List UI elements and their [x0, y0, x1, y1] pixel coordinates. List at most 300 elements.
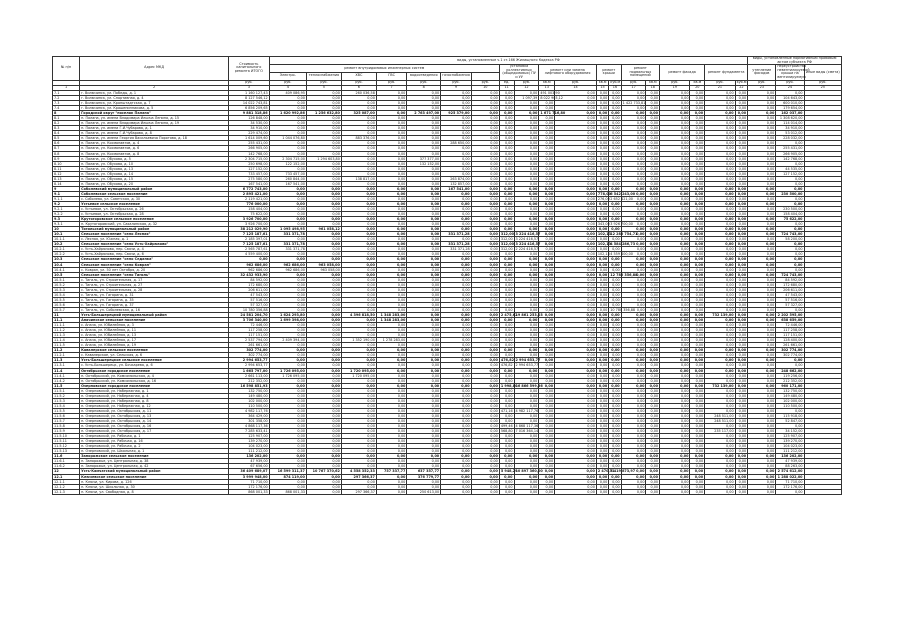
- value-cell: 0,00: [269, 363, 306, 368]
- value-cell: 0,00: [609, 424, 621, 429]
- value-cell: 0,00: [660, 222, 690, 227]
- value-cell: 0,00: [705, 318, 735, 323]
- value-cell: 0,00: [646, 403, 660, 408]
- address-cell: с. Апача, ул. Юбилейная, д. 19: [80, 343, 229, 348]
- value-cell: 0,00: [555, 227, 597, 232]
- value-cell: 0,00: [471, 90, 499, 95]
- value-cell: 0,00: [514, 444, 539, 449]
- value-cell: 0,00: [609, 111, 621, 116]
- value-cell: 0,00: [735, 393, 748, 398]
- value-cell: 0,00: [441, 343, 471, 348]
- value-cell: 0,00: [306, 257, 341, 262]
- value-cell: 0,00: [341, 348, 376, 353]
- value-cell: 0,00: [748, 348, 776, 353]
- value-cell: 0,00: [660, 176, 690, 181]
- address-cell: с. Апача, ул. Юбилейная, д. 11: [80, 328, 229, 333]
- value-cell: 0,00: [407, 358, 441, 363]
- value-cell: 0,00: [735, 191, 748, 196]
- value-cell: 0,00: [539, 479, 555, 484]
- value-cell: 0,00: [621, 338, 646, 343]
- value-cell: 0,00: [441, 353, 471, 358]
- value-cell: 0,00: [341, 464, 376, 469]
- row-number-cell: 9.2.2: [53, 212, 80, 217]
- value-cell: 0,00: [555, 247, 597, 252]
- value-cell: 0,00: [705, 171, 735, 176]
- value-cell: 0,00: [341, 95, 376, 100]
- value-cell: 0,00: [376, 383, 406, 388]
- value-cell: 0,00: [621, 449, 646, 454]
- value-cell: 2 409 394,00: [269, 338, 306, 343]
- value-cell: 0,00: [471, 383, 499, 388]
- value-cell: 0,00: [407, 449, 441, 454]
- value-cell: 0,00: [646, 186, 660, 191]
- value-cell: 0,00: [646, 136, 660, 141]
- value-cell: 0,00: [407, 454, 441, 459]
- value-cell: 0,00: [646, 247, 660, 252]
- address-cell: п. Палана, ул. Космонавтов, д. 6: [80, 146, 229, 151]
- value-cell: 0,00: [539, 383, 555, 388]
- value-cell: 0,00: [748, 353, 776, 358]
- value-cell: 0,00: [748, 126, 776, 131]
- value-cell: 0,00: [407, 348, 441, 353]
- value-cell: 0,00: [705, 257, 735, 262]
- address-cell: п. Озерновский, ул. Рабочая, д. 16: [80, 439, 229, 444]
- value-cell: 377 377,00: [407, 156, 441, 161]
- value-cell: 0,00: [596, 398, 608, 403]
- value-cell: 0,00: [471, 101, 499, 106]
- value-cell: 0,00: [499, 201, 514, 206]
- value-cell: 0,00: [621, 464, 646, 469]
- value-cell: 0,00: [514, 403, 539, 408]
- value-cell: 0,00: [621, 333, 646, 338]
- value-cell: 0,00: [499, 166, 514, 171]
- value-cell: 0,00: [376, 393, 406, 398]
- value-cell: 0,00: [609, 459, 621, 464]
- value-cell: 0,00: [705, 302, 735, 307]
- value-cell: 0,00: [471, 358, 499, 363]
- value-cell: 0,00: [376, 222, 406, 227]
- value-cell: 0,00: [407, 171, 441, 176]
- value-cell: 0,00: [748, 383, 776, 388]
- total-cost-cell: 1 614 009,60: [229, 136, 270, 141]
- value-cell: 261 661,00: [776, 343, 804, 348]
- value-cell: 0,00: [660, 454, 690, 459]
- value-cell: 167 541,00: [441, 186, 471, 191]
- value-cell: 0,00: [660, 131, 690, 136]
- value-cell: 0,00: [555, 111, 597, 116]
- value-cell: 1 095 498,95: [269, 227, 306, 232]
- value-cell: 0,00: [306, 429, 341, 434]
- value-cell: 0,00: [407, 146, 441, 151]
- value-cell: 0,00: [690, 454, 705, 459]
- value-cell: 0,00: [376, 484, 406, 489]
- value-cell: 0,00: [646, 237, 660, 242]
- value-cell: 0,00: [341, 358, 376, 363]
- value-cell: 1 720 095,00: [341, 368, 376, 373]
- row-number-cell: 10.1: [53, 232, 80, 237]
- value-cell: 0,00: [555, 217, 597, 222]
- value-cell: 1 288 022,00: [777, 474, 803, 479]
- value-cell: 102 000,00: [776, 398, 804, 403]
- value-cell: 0,00: [735, 328, 748, 333]
- value-cell: 0,00: [555, 262, 597, 267]
- value-cell: 0,00: [441, 323, 471, 328]
- address-cell: Апачинское сельское поселение: [80, 318, 229, 323]
- value-cell: 0,00: [621, 237, 646, 242]
- value-cell: 0,00: [705, 489, 735, 494]
- value-cell: 0,00: [621, 141, 646, 146]
- value-cell: 0,00: [646, 106, 660, 111]
- value-cell: 0,00: [621, 232, 646, 237]
- value-cell: 0,00: [646, 464, 660, 469]
- value-cell: 0,00: [596, 282, 608, 287]
- address-cell: с. Усть-Хайрюзово, пер. Связи, д. 6: [80, 252, 229, 257]
- address-cell: п. Озерновский, ул. Набережная, д. 1: [80, 388, 229, 393]
- value-cell: 0,00: [341, 353, 376, 358]
- value-cell: 0,00: [690, 474, 705, 479]
- value-cell: 0,00: [407, 429, 441, 434]
- value-cell: 0,00: [471, 413, 499, 418]
- value-cell: 0,00: [735, 90, 748, 95]
- value-cell: 0,00: [748, 222, 776, 227]
- value-cell: 0,00: [407, 313, 441, 318]
- value-cell: 0,00: [306, 418, 341, 423]
- total-cost-cell: 136 202,00: [229, 454, 270, 459]
- total-cost-cell: 302 774,00: [229, 353, 270, 358]
- value-cell: 0,00: [514, 479, 539, 484]
- value-cell: 0,00: [621, 171, 646, 176]
- value-cell: 10 780 356,88: [610, 307, 636, 312]
- value-cell: 0,00: [748, 181, 776, 186]
- value-cell: 0,00: [306, 186, 341, 191]
- value-cell: 0,00: [705, 454, 735, 459]
- value-cell: 0,00: [609, 368, 621, 373]
- value-cell: 0,00: [407, 323, 441, 328]
- header-gvs: ГВС: [376, 72, 406, 80]
- total-cost-cell: 2 119 421,00: [229, 196, 270, 201]
- value-cell: 0,00: [646, 131, 660, 136]
- value-cell: 132 750,00: [776, 388, 804, 393]
- value-cell: 0,00: [341, 196, 376, 201]
- value-cell: 0,00: [646, 338, 660, 343]
- value-cell: 0,00: [514, 116, 539, 121]
- value-cell: 0,00: [306, 368, 341, 373]
- value-cell: 0,00: [471, 252, 499, 257]
- value-cell: 0,00: [306, 348, 341, 353]
- value-cell: 0,00: [735, 363, 748, 368]
- total-cost-cell: 1 665 797,00: [229, 368, 270, 373]
- value-cell: 0,00: [499, 156, 514, 161]
- value-cell: 963 058,00: [306, 262, 341, 267]
- row-number-cell: 11.4: [53, 368, 80, 373]
- value-cell: 0,00: [555, 398, 597, 403]
- value-cell: 0,00: [555, 277, 597, 282]
- value-cell: 0,00: [555, 403, 597, 408]
- value-cell: 0,00: [407, 393, 441, 398]
- row-number-cell: 8.2: [53, 121, 80, 126]
- total-cost-cell: 34 910,00: [229, 126, 270, 131]
- value-cell: 0,00: [735, 262, 748, 267]
- address-cell: с. Тигиль, ул. Соболевская, д. 16: [80, 307, 229, 312]
- value-cell: 0,00: [705, 287, 735, 292]
- value-cell: 499,46: [500, 424, 513, 429]
- value-cell: 0,00: [646, 292, 660, 297]
- value-cell: 0,00: [609, 95, 621, 100]
- row-number-cell: 9.2.1: [53, 207, 80, 212]
- value-cell: 0,00: [705, 106, 735, 111]
- value-cell: 0,00: [646, 307, 660, 312]
- value-cell: 0,00: [441, 454, 471, 459]
- value-cell: 0,00: [306, 247, 341, 252]
- value-cell: 0,00: [499, 106, 514, 111]
- value-cell: 0,00: [269, 479, 306, 484]
- value-cell: 0,00: [609, 474, 621, 479]
- value-cell: 0,00: [514, 171, 539, 176]
- value-cell: [804, 489, 841, 494]
- value-cell: 0,00: [306, 479, 341, 484]
- value-cell: 0,00: [646, 449, 660, 454]
- value-cell: 0,00: [609, 217, 621, 222]
- value-cell: 0,00: [705, 393, 735, 398]
- value-cell: 0,00: [376, 176, 406, 181]
- value-cell: 0,00: [306, 95, 341, 100]
- value-cell: 0,00: [539, 176, 555, 181]
- value-cell: 0,00: [596, 126, 608, 131]
- value-cell: 0,00: [646, 212, 660, 217]
- value-cell: 0,00: [441, 252, 471, 257]
- header-group-a: ремонт внутридомовых инженерных систем: [269, 65, 499, 73]
- value-cell: 0,00: [376, 424, 406, 429]
- value-cell: 0,00: [705, 186, 735, 191]
- value-cell: 0,00: [514, 287, 539, 292]
- value-cell: 266 905,00: [776, 151, 804, 156]
- value-cell: 0,00: [690, 368, 705, 373]
- value-cell: 0,00: [596, 459, 608, 464]
- value-cell: 0,00: [748, 474, 776, 479]
- row-number-cell: 11.6.1: [53, 459, 80, 464]
- value-cell: 0,00: [555, 292, 597, 297]
- unit-cell: куб.м: [736, 79, 747, 84]
- value-cell: 0,00: [690, 413, 705, 418]
- value-cell: 0,00: [621, 131, 646, 136]
- value-cell: 0,00: [514, 302, 539, 307]
- value-cell: 0,00: [776, 262, 804, 267]
- value-cell: 0,00: [306, 212, 341, 217]
- value-cell: 0,00: [407, 257, 441, 262]
- value-cell: 0,00: [376, 297, 406, 302]
- row-number-cell: 11.5.11: [53, 439, 80, 444]
- value-cell: 0,00: [690, 166, 705, 171]
- value-cell: 0,00: [621, 201, 646, 206]
- value-cell: 0,00: [376, 403, 406, 408]
- value-cell: 0,00: [705, 338, 735, 343]
- value-cell: 0,00: [596, 403, 608, 408]
- value-cell: 0,00: [690, 156, 705, 161]
- row-number-cell: 11: [53, 313, 80, 318]
- value-cell: 0,00: [555, 267, 597, 272]
- value-cell: 0,00: [690, 333, 705, 338]
- column-number-cell: 10: [471, 85, 499, 90]
- value-cell: 5 948,29: [500, 469, 518, 474]
- value-cell: 0,00: [609, 434, 621, 439]
- value-cell: 0,00: [441, 484, 471, 489]
- value-cell: 84 592,00: [776, 277, 804, 282]
- value-cell: 0,00: [609, 201, 621, 206]
- column-number-cell: 11: [499, 85, 514, 90]
- value-cell: 0,00: [441, 388, 471, 393]
- value-cell: 0,00: [748, 323, 776, 328]
- value-cell: 0,00: [376, 262, 406, 267]
- address-cell: Соболевский муниципальный район: [80, 186, 229, 191]
- value-cell: 0,00: [306, 272, 341, 277]
- value-cell: 0,00: [596, 171, 608, 176]
- value-cell: 0,00: [306, 318, 341, 323]
- row-number-cell: 10.5.3: [53, 287, 80, 292]
- row-number-cell: 8.3: [53, 126, 80, 131]
- value-cell: 0,00: [660, 217, 690, 222]
- value-cell: 0,00: [471, 338, 499, 343]
- value-cell: 2 994 653,77: [515, 358, 541, 363]
- value-cell: 0,00: [499, 368, 514, 373]
- value-cell: 0,00: [596, 388, 608, 393]
- address-cell: п. Октябрьский, ул. Комсомольская, д. 4: [80, 373, 229, 378]
- address-cell: п. Палана, ул. Обухова, д. 5: [80, 156, 229, 161]
- row-number-cell: 10.5.7: [53, 307, 80, 312]
- value-cell: 0,00: [690, 403, 705, 408]
- value-cell: 0,00: [341, 418, 376, 423]
- value-cell: 0,00: [499, 121, 514, 126]
- value-cell: 0,00: [748, 217, 776, 222]
- total-cost-cell: 24 581 204,70: [229, 313, 270, 318]
- value-cell: 16 866 599,26: [515, 383, 543, 388]
- row-number-cell: 12: [53, 469, 80, 474]
- value-cell: 0,00: [596, 343, 608, 348]
- total-cost-cell: 6 772 743,00: [229, 186, 270, 191]
- value-cell: 0,00: [735, 141, 748, 146]
- value-cell: 0,00: [539, 201, 555, 206]
- value-cell: 0,00: [596, 121, 608, 126]
- value-cell: 235 117,00: [705, 429, 735, 434]
- value-cell: 0,00: [621, 156, 646, 161]
- value-cell: 0,00: [609, 378, 621, 383]
- value-cell: 0,00: [539, 161, 555, 166]
- address-cell: п. Палана, ул. имени Владимира Ильича Ленина, д. 19: [80, 121, 229, 126]
- value-cell: 0,00: [407, 282, 441, 287]
- column-number-cell: 5: [306, 85, 341, 90]
- value-cell: 0,00: [539, 454, 555, 459]
- value-cell: 206 611,00: [776, 287, 804, 292]
- value-cell: 0,00: [341, 232, 376, 237]
- value-cell: 0,00: [471, 368, 499, 373]
- value-cell: 0,00: [660, 439, 690, 444]
- value-cell: 0,00: [748, 307, 776, 312]
- value-cell: 0,00: [690, 373, 705, 378]
- value-cell: 0,00: [539, 272, 555, 277]
- value-cell: 0,00: [441, 363, 471, 368]
- row-number-cell: 11.4.2: [53, 378, 80, 383]
- unit-cell: руб.: [441, 80, 471, 85]
- value-cell: 0,00: [748, 161, 776, 166]
- value-cell: 0,00: [471, 418, 499, 423]
- value-cell: 0,00: [499, 413, 514, 418]
- value-cell: 0,00: [596, 90, 608, 95]
- value-cell: 128 400,00: [776, 338, 804, 343]
- value-cell: 0,00: [690, 313, 705, 318]
- value-cell: 0,00: [690, 429, 705, 434]
- value-cell: 0,00: [441, 418, 471, 423]
- total-cost-cell: 776 000,00: [229, 201, 270, 206]
- value-cell: 248 511,00: [705, 413, 735, 418]
- value-cell: 0,00: [596, 313, 608, 318]
- value-cell: 0,00: [555, 449, 597, 454]
- row-number-cell: 11.5: [53, 383, 80, 388]
- row-number-cell: 8.1: [53, 116, 80, 121]
- value-cell: 0,00: [306, 484, 341, 489]
- total-cost-cell: 72 446,00: [229, 323, 270, 328]
- value-cell: 0,00: [539, 393, 555, 398]
- value-cell: 0,00: [555, 166, 597, 171]
- value-cell: 0,00: [690, 383, 705, 388]
- value-cell: 0,00: [269, 212, 306, 217]
- value-cell: 476,82: [500, 363, 513, 368]
- value-cell: 0,00: [705, 479, 735, 484]
- value-cell: 0,00: [306, 207, 341, 212]
- value-cell: 7 016 364,14: [515, 429, 539, 434]
- value-cell: 0,00: [555, 474, 597, 479]
- value-cell: 0,00: [441, 348, 471, 353]
- value-cell: 0,00: [539, 403, 555, 408]
- header-cost: Стоимость капитального ремонта ИТОГО: [229, 57, 270, 81]
- value-cell: 0,00: [596, 368, 608, 373]
- value-cell: 0,00: [471, 323, 499, 328]
- value-cell: 0,00: [660, 358, 690, 363]
- value-cell: 0,00: [748, 439, 776, 444]
- total-cost-cell: 206 611,00: [229, 287, 270, 292]
- value-cell: 0,00: [690, 378, 705, 383]
- row-number-cell: 10.1.1: [53, 237, 80, 242]
- value-cell: 0,00: [660, 262, 690, 267]
- value-cell: 0,00: [341, 318, 376, 323]
- value-cell: 0,00: [621, 474, 646, 479]
- value-cell: 0,00: [705, 328, 735, 333]
- value-cell: 0,00: [376, 146, 406, 151]
- value-cell: 0,00: [748, 151, 776, 156]
- row-number-cell: 10.5.1: [53, 277, 80, 282]
- value-cell: 0,00: [748, 252, 776, 257]
- value-cell: 0,00: [621, 222, 646, 227]
- value-cell: 0,00: [621, 186, 646, 191]
- value-cell: 110 500,00: [776, 403, 804, 408]
- table-body: [53, 90, 842, 494]
- value-cell: 0,00: [776, 489, 804, 494]
- value-cell: 0,00: [441, 90, 471, 95]
- row-number-cell: 11.1: [53, 318, 80, 323]
- value-cell: 0,00: [306, 393, 341, 398]
- value-cell: 0,00: [705, 363, 735, 368]
- total-cost-cell: 2 565 787,61: [229, 247, 270, 252]
- value-cell: 0,00: [441, 408, 471, 413]
- value-cell: 0,00: [555, 252, 597, 257]
- value-cell: 0,00: [660, 126, 690, 131]
- value-cell: 0,00: [776, 196, 804, 201]
- value-cell: 0,00: [499, 403, 514, 408]
- value-cell: 0,00: [690, 292, 705, 297]
- value-cell: 16 599 311,37: [269, 469, 306, 474]
- value-cell: 0,00: [660, 459, 690, 464]
- value-cell: 0,00: [660, 207, 690, 212]
- value-cell: 0,00: [471, 403, 499, 408]
- value-cell: 0,00: [609, 413, 621, 418]
